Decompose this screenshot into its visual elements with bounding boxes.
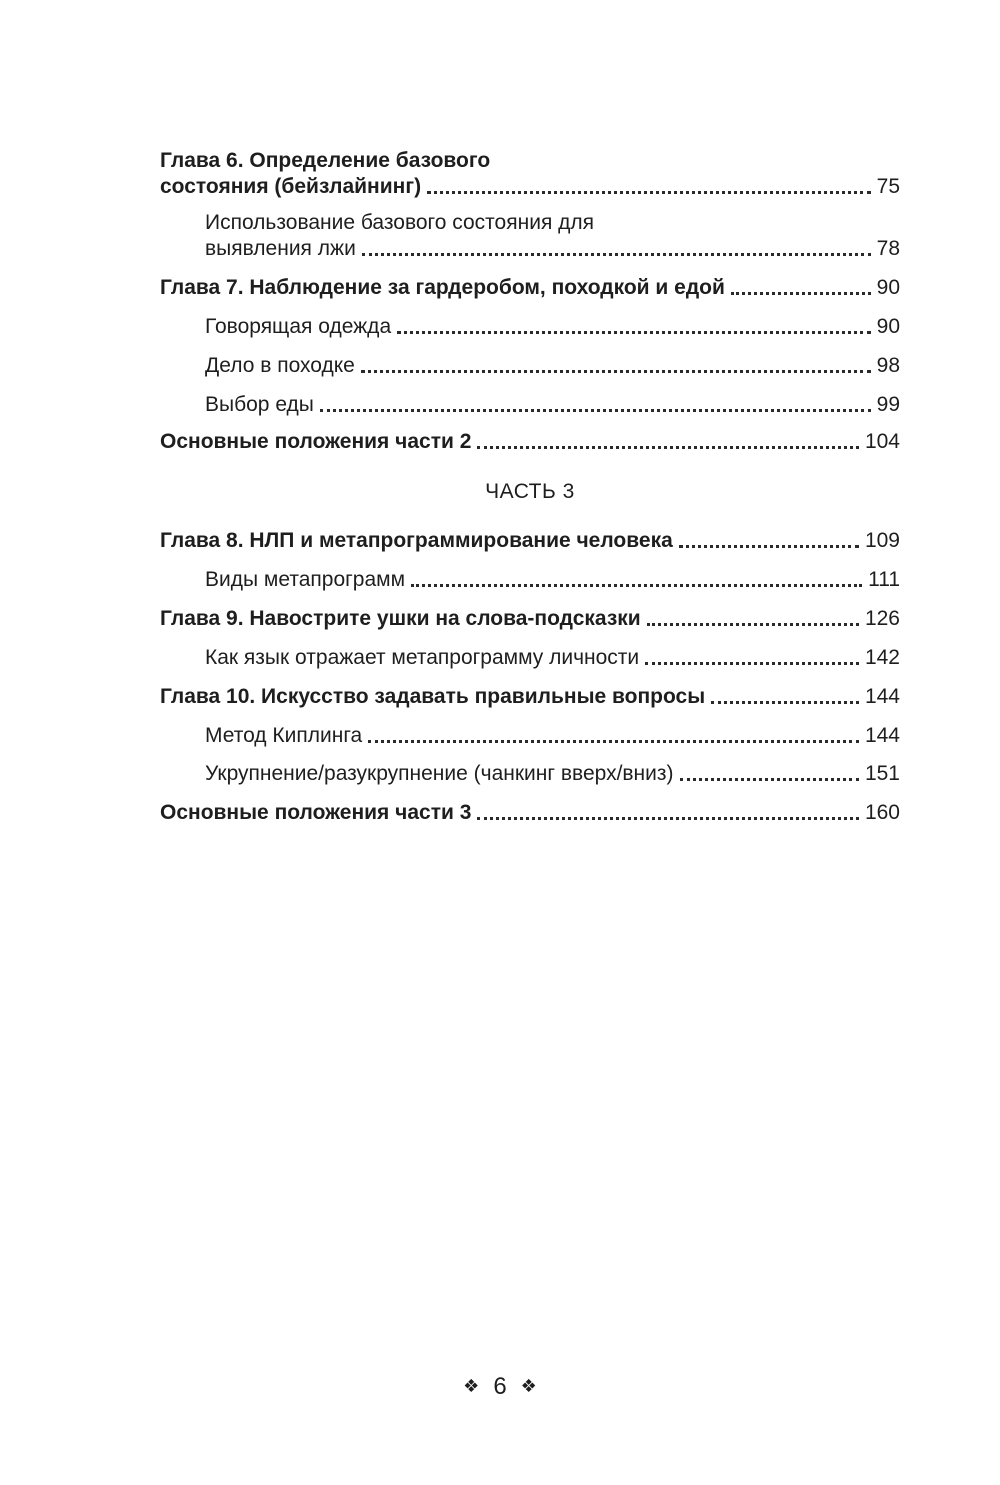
dot-leader: [411, 584, 862, 587]
toc-section-entry: [160, 567, 900, 593]
page-number: 6: [493, 1373, 507, 1400]
dot-leader: [427, 191, 871, 194]
toc-entry-line: [205, 761, 900, 787]
dot-leader: [362, 253, 871, 256]
toc-page-number: 111: [868, 568, 900, 591]
toc-section-entry: [160, 210, 900, 262]
toc-section-entry: [160, 353, 900, 379]
dot-leader: [680, 778, 859, 781]
toc-section-entry: [160, 761, 900, 787]
toc-entry-line: [205, 567, 900, 593]
toc-entry-title: Основные положения части 2: [160, 430, 472, 453]
toc-page-number: 90: [876, 276, 900, 299]
toc-part-3-list: [160, 528, 900, 826]
toc-page-number: 151: [864, 762, 900, 785]
toc-section-entry: [160, 645, 900, 671]
toc-page-number: 90: [876, 315, 900, 338]
toc-chapter-entry: [160, 528, 900, 554]
toc-part-2-list: [160, 148, 900, 455]
dot-leader: [477, 817, 859, 820]
toc-section-entry: [160, 314, 900, 340]
toc-entry-title: Глава 7. Наблюдение за гардеробом, походкой и едой: [160, 276, 725, 299]
dot-leader: [731, 292, 871, 295]
dot-leader: [397, 331, 871, 334]
toc-section-entry: [160, 392, 900, 418]
toc-entry-line: [205, 723, 900, 749]
toc-chapter-entry: [160, 606, 900, 632]
dot-leader: [361, 370, 871, 373]
ornament-left-icon: ❖: [463, 1376, 480, 1396]
dot-leader: [368, 740, 859, 743]
toc-page-number: 109: [864, 529, 900, 552]
toc-page-number: 160: [864, 801, 900, 824]
toc-entry-title: состояния (бейзлайнинг): [160, 175, 422, 198]
toc-entry-line: [160, 800, 900, 826]
toc-entry-line: [205, 353, 900, 379]
page-footer: [0, 1373, 1000, 1401]
dot-leader: [647, 623, 859, 626]
toc-page-number: 78: [876, 237, 900, 260]
toc-entry-title: Глава 10. Искусство задавать правильные вопросы: [160, 685, 706, 708]
toc-entry-title: Укрупнение/разукрупнение (чанкинг вверх/вниз): [205, 762, 674, 785]
toc-chapter-entry: [160, 800, 900, 826]
toc-entry-title: Метод Киплинга: [205, 724, 363, 747]
dot-leader: [711, 701, 859, 704]
toc-page-number: 144: [864, 724, 900, 747]
toc-entry-title: Выбор еды: [205, 393, 314, 416]
toc-chapter-entry: [160, 429, 900, 455]
toc-entry-title: Глава 8. НЛП и метапрограммирование человека: [160, 529, 673, 552]
toc-entry-title: Основные положения части 3: [160, 801, 472, 824]
toc-entry-line: [205, 645, 900, 671]
part-heading: ЧАСТЬ 3: [485, 480, 575, 503]
table-of-contents: [160, 148, 900, 826]
toc-entry-line: [160, 429, 900, 455]
toc-page-number: 75: [876, 175, 900, 198]
toc-entry-title-line: Глава 6. Определение базового: [160, 149, 491, 172]
toc-entry-line: [160, 684, 900, 710]
toc-page-number: 142: [864, 646, 900, 669]
toc-page-number: 104: [864, 430, 900, 453]
toc-page-number: 126: [864, 607, 900, 630]
dot-leader: [477, 446, 859, 449]
toc-entry-line: [160, 528, 900, 554]
toc-chapter-entry: [160, 684, 900, 710]
dot-leader: [645, 662, 859, 665]
toc-entry-line: [205, 392, 900, 418]
toc-entry-title: Говорящая одежда: [205, 315, 392, 338]
toc-entry-title: Глава 9. Навострите ушки на слова-подсказки: [160, 607, 641, 630]
toc-entry-title: выявления лжи: [205, 237, 356, 260]
toc-chapter-entry: [160, 148, 900, 200]
toc-entry-title: Дело в походке: [205, 354, 355, 377]
toc-entry-line: [160, 606, 900, 632]
ornament-right-icon: ❖: [520, 1376, 537, 1396]
toc-entry-line: [160, 275, 900, 301]
toc-entry-line: [205, 314, 900, 340]
toc-entry-line: [205, 236, 900, 262]
toc-entry-line: [160, 174, 900, 200]
toc-entry-title-line: Использование базового состояния для: [205, 211, 595, 234]
toc-entry-title: Как язык отражает метапрограмму личности: [205, 646, 640, 669]
toc-chapter-entry: [160, 275, 900, 301]
toc-page-number: 99: [876, 393, 900, 416]
toc-page-number: 144: [864, 685, 900, 708]
dot-leader: [679, 545, 859, 548]
toc-page-number: 98: [876, 354, 900, 377]
toc-section-entry: [160, 723, 900, 749]
toc-entry-title: Виды метапрограмм: [205, 568, 406, 591]
dot-leader: [320, 409, 871, 412]
